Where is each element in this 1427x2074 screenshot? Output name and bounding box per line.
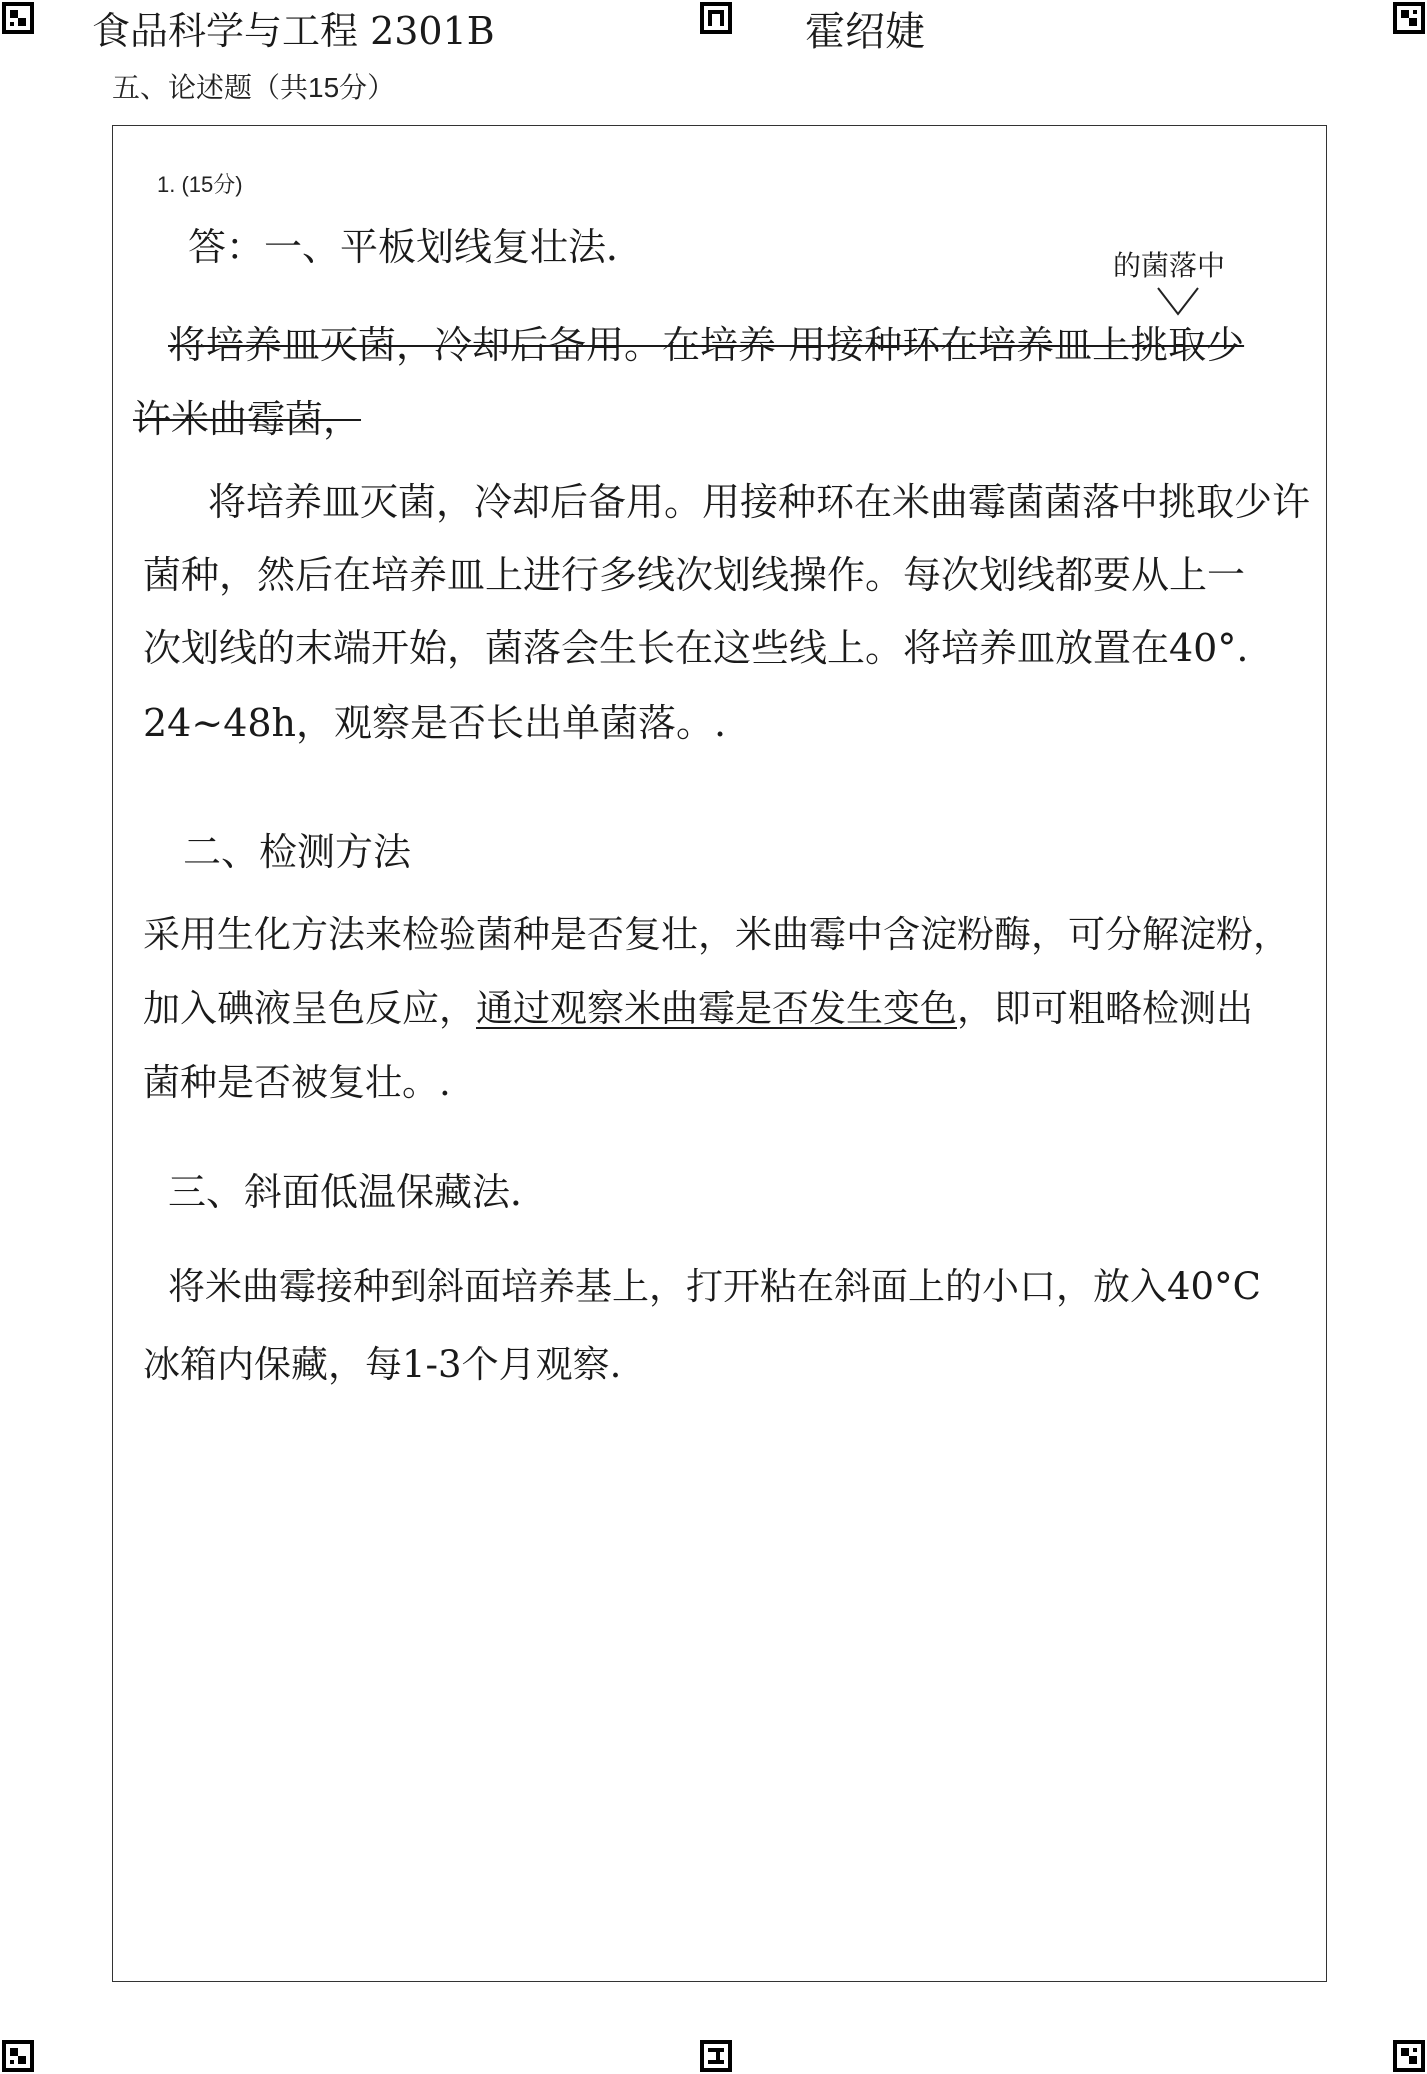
corner-marker-top-right <box>1393 2 1425 34</box>
center-marker-bottom <box>700 2040 732 2072</box>
section-title: 五、论述题（共15分） <box>112 72 396 103</box>
header-course: 食品科学与工程 2301B <box>92 9 495 53</box>
struck-line-2: 许米曲霉菌， <box>133 397 362 441</box>
corner-marker-top-left <box>2 2 34 34</box>
center-marker-top <box>700 2 732 34</box>
paragraph-2-underlined-phrase: 通过观察米曲霉是否发生变色 <box>476 987 957 1030</box>
answer-heading-3: 三、斜面低温保藏法． <box>168 1170 549 1214</box>
answer-heading-2: 二、检测方法 <box>183 830 412 874</box>
paragraph-2-line-1: 采用生化方法来检验菌种是否复壮，米曲霉中含淀粉酶，可分解淀粉， <box>143 913 1290 956</box>
paragraph-2-line-2-part-c: ，即可粗略检测出 <box>957 987 1253 1030</box>
corner-marker-bottom-right <box>1393 2040 1425 2072</box>
question-label: 1. (15分) <box>157 172 243 197</box>
paragraph-3-line-2: 冰箱内保藏，每1-3个月观察. <box>143 1343 622 1386</box>
paragraph-2-line-3: 菌种是否被复壮。. <box>143 1061 451 1104</box>
paragraph-2-line-2-part-a: 加入碘液呈色反应， <box>143 987 476 1030</box>
struck-line-1: 将培养皿灭菌，冷却后备用。在培养 用接种环在培养皿上挑取少 <box>168 323 1245 367</box>
header-student-name: 霍绍婕 <box>805 9 925 55</box>
paragraph-1-line-2: 菌种，然后在培养皿上进行多线次划线操作。每次划线都要从上一 <box>143 553 1246 597</box>
paragraph-1-line-1: 将培养皿灭菌，冷却后备用。用接种环在米曲霉菌菌落中挑取少许 <box>208 480 1311 524</box>
paragraph-3-line-1: 将米曲霉接种到斜面培养基上，打开粘在斜面上的小口，放入40°C <box>168 1265 1261 1308</box>
insertion-caret-icon <box>1156 286 1200 316</box>
paragraph-2-line-2 <box>143 978 1253 1032</box>
inserted-correction: 的菌落中 <box>1113 249 1226 282</box>
corner-marker-bottom-left <box>2 2040 34 2072</box>
paragraph-1-line-4: 24~48h，观察是否长出单菌落。. <box>143 701 727 745</box>
answer-heading-1: 答：一、平板划线复壮法． <box>188 225 645 269</box>
answer-box <box>112 125 1327 1982</box>
paragraph-1-line-3: 次划线的末端开始，菌落会生长在这些线上。将培养皿放置在40°. <box>143 626 1249 670</box>
